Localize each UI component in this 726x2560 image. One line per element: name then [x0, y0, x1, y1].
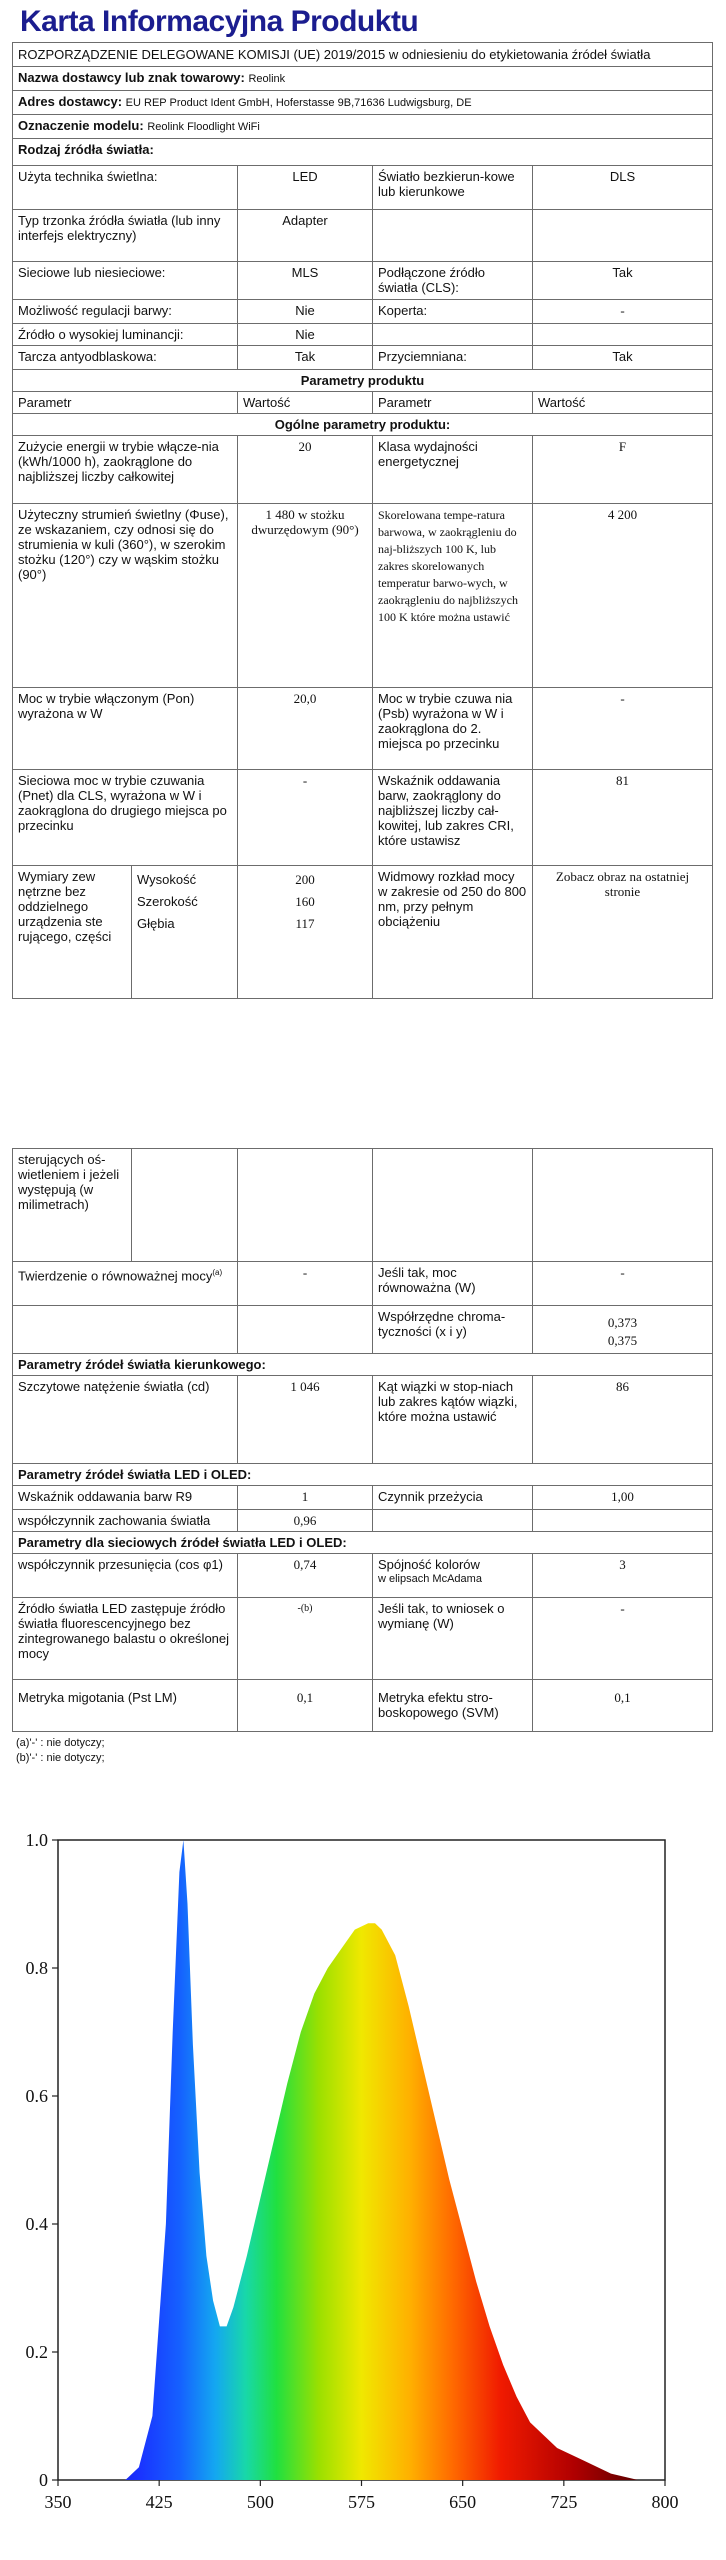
efficiency-class-label: Klasa wydajności energetycznej: [373, 436, 533, 504]
on-power-value: 20,0: [238, 688, 373, 770]
params-row: [13, 1680, 713, 1732]
cri-value: 81: [533, 770, 713, 866]
cct-label: Skorelowana tempe-ratura barwowa, w zaokrągleniu do naj-bliższych 100 K, lub zakres skorelowanych temperatur barwo-wych, w zaokrągleniu do najbliższych 100 K które można ustawić: [373, 504, 533, 688]
flicker-value: 0,1: [238, 1680, 373, 1732]
color-consistency-sublabel: w elipsach McAdama: [378, 1573, 482, 1585]
technology-label: Użyta technika świetlna:: [13, 166, 238, 210]
model-row: [13, 115, 713, 139]
params-row: [13, 1262, 713, 1306]
model-label: Oznaczenie modelu:: [18, 118, 144, 133]
color-consistency-cell: [373, 1554, 533, 1598]
params-row: [13, 436, 713, 504]
empty-cell: [533, 1510, 713, 1532]
empty-cell: [533, 1149, 713, 1262]
x-tick-label: 725: [550, 2492, 578, 2512]
flicker-label: Metryka migotania (Pst LM): [13, 1680, 238, 1732]
energy-label: Zużycie energii w trybie włącze-nia (kWh/1000 h), zaokrąglone do najbliższej liczby całkowitej: [13, 436, 238, 504]
stroboscopic-label: Metryka efektu stro-boskopowego (SVM): [373, 1680, 533, 1732]
chromaticity-x: 0,373: [607, 1315, 638, 1330]
y-tick-label: 0: [39, 2470, 48, 2490]
x-tick-label: 650: [449, 2492, 477, 2512]
chromaticity-y: 0,375: [607, 1333, 638, 1348]
height-value: 200: [295, 872, 315, 887]
params-row: [13, 1306, 713, 1354]
supplier-value: Reolink: [248, 73, 286, 85]
y-tick-label: 0.2: [25, 2342, 48, 2362]
standby-power-value: -: [533, 688, 713, 770]
params-row: [13, 866, 713, 999]
address-label: Adres dostawcy:: [18, 94, 123, 109]
address-value: EU REP Product Ident GmbH, Hoferstasse 9B,71636 Ludwigsburg, DE: [125, 97, 472, 109]
directionality-value: DLS: [533, 166, 713, 210]
beam-angle-value: 86: [533, 1376, 713, 1464]
x-tick-label: 425: [145, 2492, 173, 2512]
empty-cell: [238, 1149, 373, 1262]
width-value: 160: [295, 894, 315, 909]
envelope-label: Koperta:: [373, 300, 533, 324]
envelope-value: -: [533, 300, 713, 324]
network-standby-label: Sieciowa moc w trybie czuwania (Pnet) dla CLS, wyrażona w W i zaokrąglona do drugiego miejsca po przecinku: [13, 770, 238, 866]
stroboscopic-value: 0,1: [533, 1680, 713, 1732]
footnote-a: (a)'-' : nie dotyczy;: [16, 1737, 105, 1749]
dimensions-cont-label: sterujących oś-wietleniem i jeżeli występują (w milimetrach): [13, 1149, 132, 1261]
datasheet-page-1: [12, 0, 712, 999]
replaces-label: Źródło światła LED zastępuje źródło światła fluorescencyjnego bez zintegrowanego balastu o określonej mocy: [13, 1598, 238, 1680]
depth-label: Głębia: [137, 916, 175, 931]
equivalent-power-label: Jeśli tak, moc równoważna (W): [373, 1262, 533, 1306]
dimensions-values: [238, 866, 373, 999]
empty-cell: [373, 1149, 533, 1262]
luminous-flux-value: 1 480 w stożku dwurzędowym (90°): [238, 504, 373, 688]
params-row: [13, 1376, 713, 1464]
tunable-label: Możliwość regulacji barwy:: [13, 300, 238, 324]
r9-value: 1: [238, 1486, 373, 1510]
cct-value: 4 200: [533, 504, 713, 688]
width-label: Szerokość: [137, 894, 198, 909]
params-row: [13, 1149, 713, 1262]
standby-power-label: Moc w trybie czuwa nia (Psb) wyrażona w W i zaokrąglona do 2. miejsca po przecinku: [373, 688, 533, 770]
light-source-row: [13, 262, 713, 300]
y-tick-label: 0.6: [25, 2086, 48, 2106]
color-consistency-value: 3: [533, 1554, 713, 1598]
maintenance-label: współczynnik zachowania światła: [13, 1510, 238, 1532]
spectral-value: Zobacz obraz na ostatniej stronie: [533, 866, 713, 999]
equivalent-power-value: -: [533, 1262, 713, 1306]
cri-label: Wskaźnik oddawania barw, zaokrąglony do najbliższej liczby cał-kowitej, lub zakres CRI, które ustawisz: [373, 770, 533, 866]
peak-intensity-label: Szczytowe natężenie światła (cd): [13, 1376, 238, 1464]
color-consistency-label: Spójność kolorów: [378, 1557, 480, 1572]
params-row: [13, 770, 713, 866]
empty-cell: [533, 324, 713, 346]
params-row: [13, 1486, 713, 1510]
mains-value: MLS: [238, 262, 373, 300]
directionality-label: Światło bezkierun-kowe lub kierunkowe: [373, 166, 533, 210]
chromaticity-values: [533, 1306, 713, 1354]
cap-type-value: Adapter: [238, 210, 373, 262]
equivalence-footnote: (a): [212, 1268, 223, 1277]
power-factor-value: 0,74: [238, 1554, 373, 1598]
address-row: [13, 91, 713, 115]
equivalence-value: -: [238, 1262, 373, 1306]
dimensions-cont-cell: [13, 1149, 238, 1262]
mains-label: Sieciowe lub niesieciowe:: [13, 262, 238, 300]
luminous-flux-label: Użyteczny strumień świetlny (Φuse), ze wskazaniem, czy odnosi się do strumienia w kuli (360°), w szerokim stożku (120°) czy w wąskim stożku (90°): [13, 504, 238, 688]
spectral-label: Widmowy rozkład mocy w zakresie od 250 do 800 nm, przy pełnym obciążeniu: [373, 866, 533, 999]
equivalence-label: Twierdzenie o równoważnej mocy: [18, 1268, 213, 1284]
datasheet-table: [12, 42, 713, 999]
dimmable-value: Tak: [533, 346, 713, 370]
supplier-label: Nazwa dostawcy lub znak towarowy:: [18, 70, 245, 85]
r9-label: Wskaźnik oddawania barw R9: [13, 1486, 238, 1510]
cap-type-label: Typ trzonka źródła światła (lub inny interfejs elektryczny): [13, 210, 238, 262]
chromaticity-label: Współrzędne chroma-tyczności (x i y): [373, 1306, 533, 1354]
params-row: [13, 1554, 713, 1598]
dimensions-cell: [13, 866, 238, 999]
equivalence-label-cell: [13, 1262, 238, 1306]
glare-shield-label: Tarcza antyodblaskowa:: [13, 346, 238, 370]
dimmable-label: Przyciemniana:: [373, 346, 533, 370]
datasheet-table-continued: [12, 1148, 713, 1732]
dimensions-label: Wymiary zew nętrzne bez oddzielnego urządzenia ste rującego, części: [13, 866, 132, 998]
col-header-param: Parametr: [373, 392, 533, 414]
footnotes: [12, 1736, 712, 1766]
col-header-value: Wartość: [533, 392, 713, 414]
page-title: Karta Informacyjna Produktu: [20, 5, 419, 38]
led-heading: Parametry źródeł światła LED i OLED:: [13, 1464, 713, 1486]
light-source-type-heading: Rodzaj źródła światła:: [13, 139, 713, 166]
product-params-heading: Parametry produktu: [13, 370, 713, 392]
cls-label: Podłączone źródło światła (CLS):: [373, 262, 533, 300]
empty-cell: [373, 324, 533, 346]
x-tick-label: 800: [651, 2492, 679, 2512]
empty-cell: [533, 210, 713, 262]
survival-value: 1,00: [533, 1486, 713, 1510]
light-source-row: [13, 346, 713, 370]
params-row: [13, 504, 713, 688]
params-row: [13, 1598, 713, 1680]
empty-cell: [238, 1306, 373, 1354]
y-axis: [26, 1830, 59, 2490]
survival-label: Czynnik przeżycia: [373, 1486, 533, 1510]
replacement-claim-value: -: [533, 1598, 713, 1680]
energy-value: 20: [238, 436, 373, 504]
cls-value: Tak: [533, 262, 713, 300]
network-standby-value: -: [238, 770, 373, 866]
replaces-value: -(b): [238, 1598, 373, 1680]
peak-intensity-value: 1 046: [238, 1376, 373, 1464]
regulation-text: ROZPORZĄDZENIE DELEGOWANE KOMISJI (UE) 2019/2015 w odniesieniu do etykietowania źródeł światła: [13, 43, 713, 67]
y-tick-label: 1.0: [25, 1830, 48, 1850]
x-tick-label: 350: [44, 2492, 72, 2512]
supplier-row: [13, 67, 713, 91]
technology-value: LED: [238, 166, 373, 210]
maintenance-value: 0,96: [238, 1510, 373, 1532]
high-luminance-label: Źródło o wysokiej luminancji:: [13, 324, 238, 346]
column-header-row: [13, 392, 713, 414]
directional-heading: Parametry źródeł światła kierunkowego:: [13, 1354, 713, 1376]
general-params-heading: Ogólne parametry produktu:: [13, 414, 713, 436]
y-tick-label: 0.8: [25, 1958, 48, 1978]
empty-cell: [13, 1306, 238, 1354]
footnote-b: (b)'-' : nie dotyczy;: [16, 1752, 105, 1764]
light-source-row: [13, 300, 713, 324]
params-row: [13, 1510, 713, 1532]
replacement-claim-label: Jeśli tak, to wniosek o wymianę (W): [373, 1598, 533, 1680]
x-tick-label: 575: [348, 2492, 375, 2512]
datasheet-page-2: [12, 1148, 712, 1766]
col-header-value: Wartość: [238, 392, 373, 414]
on-power-label: Moc w trybie włączonym (Pon) wyrażona w W: [13, 688, 238, 770]
tunable-value: Nie: [238, 300, 373, 324]
empty-cell: [373, 1510, 533, 1532]
light-source-row: [13, 324, 713, 346]
high-luminance-value: Nie: [238, 324, 373, 346]
beam-angle-label: Kąt wiązki w stop-niach lub zakres kątów wiązki, które można ustawić: [373, 1376, 533, 1464]
light-source-row: [13, 210, 713, 262]
params-row: [13, 688, 713, 770]
efficiency-class-value: F: [533, 436, 713, 504]
empty-cell: [373, 210, 533, 262]
power-factor-label: współczynnik przesunięcia (cos φ1): [13, 1554, 238, 1598]
y-tick-label: 0.4: [25, 2214, 48, 2234]
model-value: Reolink Floodlight WiFi: [147, 121, 260, 133]
height-label: Wysokość: [137, 872, 197, 887]
mains-heading: Parametry dla sieciowych źródeł światła LED i OLED:: [13, 1532, 713, 1554]
spectral-distribution-chart: [0, 1808, 726, 2560]
glare-shield-value: Tak: [238, 346, 373, 370]
col-header-param: Parametr: [13, 392, 238, 414]
x-tick-label: 500: [246, 2492, 274, 2512]
depth-value: 117: [295, 916, 315, 931]
light-source-row: [13, 166, 713, 210]
x-axis: [45, 2480, 679, 2512]
